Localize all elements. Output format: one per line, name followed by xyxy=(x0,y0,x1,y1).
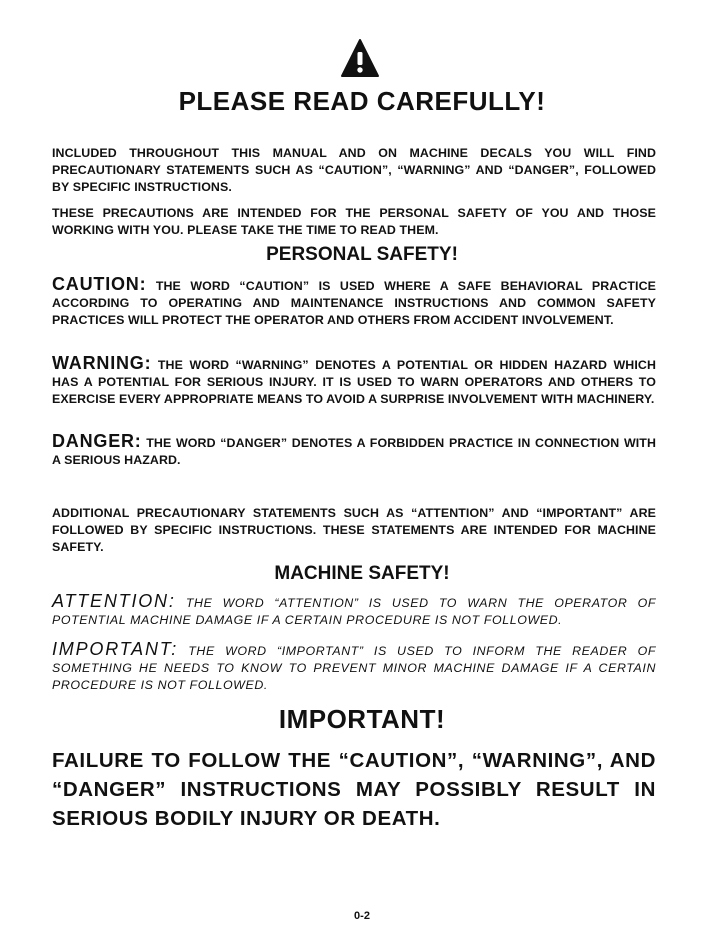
important-paragraph xyxy=(52,641,656,694)
precautions-paragraph: THESE PRECAUTIONS ARE INTENDED FOR THE PERSONAL SAFETY OF YOU AND THOSE WORKING WITH YOU. PLEASE TAKE THE TIME TO READ THEM. xyxy=(52,206,656,237)
important-heading: IMPORTANT! xyxy=(278,704,446,734)
important-text: THE WORD “IMPORTANT” IS USED TO INFORM THE READER OF SOMETHING HE NEEDS TO KNOW TO PREVENT MINOR MACHINE DAMAGE IF A CERTAIN PROCEDURE IS NOT FOLLOWED. xyxy=(52,644,657,692)
page-number: 0-2 xyxy=(354,910,370,922)
personal-safety-heading: PERSONAL SAFETY! xyxy=(266,244,458,265)
warning-triangle-icon xyxy=(340,38,380,78)
warning-paragraph xyxy=(52,355,656,408)
page-title: PLEASE READ CAREFULLY! xyxy=(178,86,546,116)
attention-text: THE WORD “ATTENTION” IS USED TO WARN THE OPERATOR OF POTENTIAL MACHINE DAMAGE IF A CERTAIN PROCEDURE IS NOT FOLLOWED. xyxy=(52,596,656,627)
warning-text: THE WORD “WARNING” DENOTES A POTENTIAL OR HIDDEN HAZARD WHICH HAS A POTENTIAL FOR SERIOUS INJURY. IT IS USED TO WARN OPERATORS AND OTHERS TO EXERCISE EVERY APPROPRIATE MEANS TO AVOID A SURPRISE INVOLVEMENT WITH MACHINERY. xyxy=(52,358,656,406)
danger-label: DANGER: xyxy=(52,431,142,451)
important-label: IMPORTANT: xyxy=(52,639,178,659)
caution-text: THE WORD “CAUTION” IS USED WHERE A SAFE BEHAVIORAL PRACTICE ACCORDING TO OPERATING AND MAINTENANCE INSTRUCTIONS AND COMMON SAFETY PRACTICES WILL PROTECT THE OPERATOR AND OTHERS FROM ACCIDENT INVOLVEMENT. xyxy=(52,279,656,327)
final-warning-text: FAILURE TO FOLLOW THE “CAUTION”, “WARNING”, AND “DANGER” INSTRUCTIONS MAY POSSIBLY RESULT IN SERIOUS BODILY INJURY OR DEATH. xyxy=(52,749,656,830)
attention-label: ATTENTION: xyxy=(52,591,176,611)
danger-paragraph xyxy=(52,433,656,469)
intro-paragraph: INCLUDED THROUGHOUT THIS MANUAL AND ON MACHINE DECALS YOU WILL FIND PRECAUTIONARY STATEMENTS SUCH AS “CAUTION”, “WARNING” AND “DANGER”, FOLLOWED BY SPECIFIC INSTRUCTIONS. xyxy=(52,146,656,194)
attention-paragraph xyxy=(52,593,656,629)
machine-safety-heading: MACHINE SAFETY! xyxy=(274,563,450,584)
danger-text: THE WORD “DANGER” DENOTES A FORBIDDEN PRACTICE IN CONNECTION WITH A SERIOUS HAZARD. xyxy=(52,436,657,467)
warning-label: WARNING: xyxy=(52,353,152,373)
caution-paragraph xyxy=(52,276,656,329)
caution-label: CAUTION: xyxy=(52,274,147,294)
additional-paragraph: ADDITIONAL PRECAUTIONARY STATEMENTS SUCH AS “ATTENTION” AND “IMPORTANT” ARE FOLLOWED BY SPECIFIC INSTRUCTIONS. THESE STATEMENTS ARE INTENDED FOR MACHINE SAFETY. xyxy=(52,506,656,554)
